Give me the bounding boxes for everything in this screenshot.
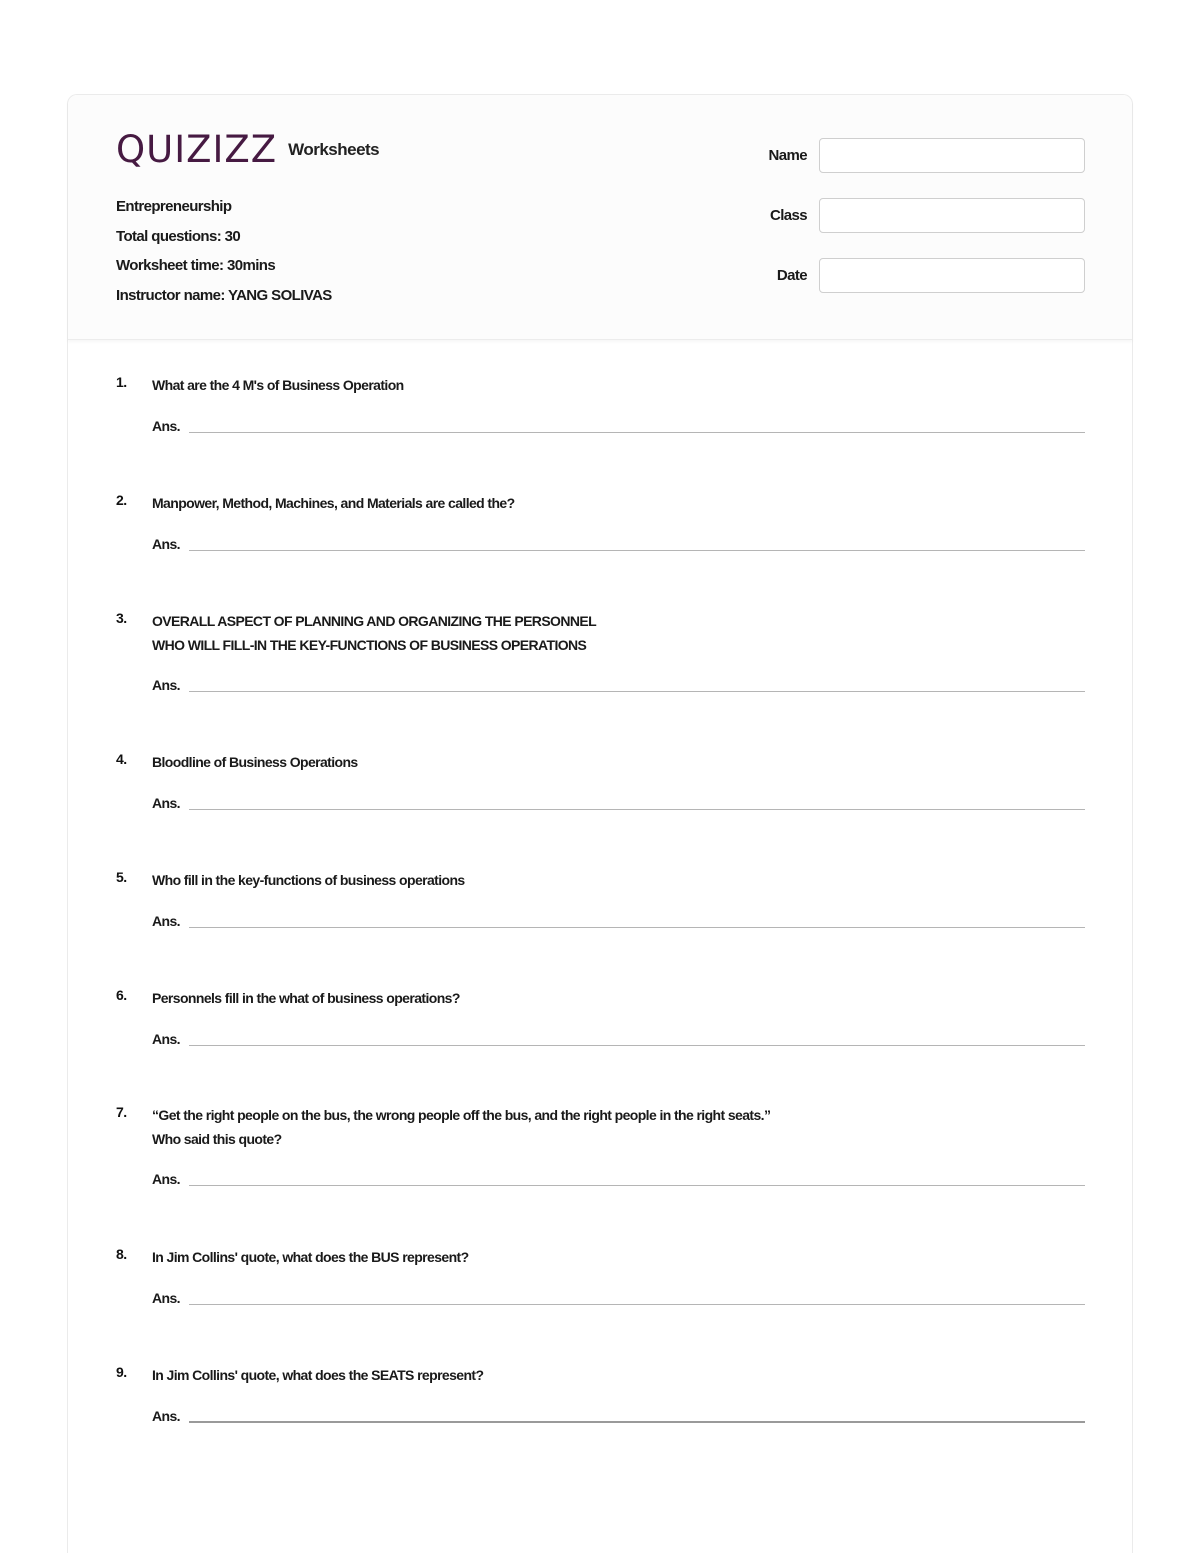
date-field[interactable] [819, 258, 1085, 293]
answer-line[interactable] [189, 809, 1085, 810]
question-text [152, 1246, 469, 1270]
question-number: 3. [116, 610, 127, 626]
answer-row [152, 1290, 1085, 1306]
answer-label: Ans. [152, 913, 180, 929]
brand [116, 128, 380, 171]
answer-line[interactable] [189, 691, 1085, 692]
worksheet-time: Worksheet time: 30mins [116, 257, 276, 274]
name-field[interactable] [819, 138, 1085, 173]
question-line: In Jim Collins' quote, what does the BUS represent? [152, 1249, 469, 1265]
answer-line[interactable] [189, 1421, 1085, 1423]
worksheet-header [68, 95, 1132, 340]
answer-row [152, 677, 1085, 693]
answer-line[interactable] [189, 1045, 1085, 1046]
brand-subtitle: Worksheets [288, 139, 380, 159]
question-line: In Jim Collins' quote, what does the SEATS represent? [152, 1367, 484, 1383]
question-line: WHO WILL FILL-IN THE KEY-FUNCTIONS OF BUSINESS OPERATIONS [152, 636, 587, 653]
question-text [152, 492, 515, 516]
date-label: Date [776, 267, 807, 284]
answer-label: Ans. [152, 1290, 180, 1306]
question-text [152, 610, 596, 657]
question-text [152, 751, 358, 775]
answer-label: Ans. [152, 677, 180, 693]
worksheet-page [67, 94, 1133, 1553]
question-number: 2. [116, 492, 127, 508]
question-number: 6. [116, 987, 127, 1003]
answer-label: Ans. [152, 1171, 180, 1187]
instructor-name: Instructor name: YANG SOLIVAS [116, 286, 332, 304]
answer-line[interactable] [189, 550, 1085, 551]
answer-row [152, 418, 1085, 434]
answer-label: Ans. [152, 536, 180, 552]
question-text [152, 987, 460, 1011]
question-line: Who said this quote? [152, 1130, 282, 1147]
class-label: Class [769, 207, 807, 224]
answer-row [152, 795, 1085, 811]
answer-row [152, 1408, 1085, 1424]
answer-row [152, 1171, 1085, 1187]
quizizz-logo: QUIZIZZ [116, 128, 278, 171]
total-questions: Total questions: 30 [116, 227, 241, 245]
name-row [769, 138, 1085, 173]
answer-row [152, 1031, 1085, 1047]
answer-line[interactable] [189, 1304, 1085, 1305]
name-label: Name [768, 147, 807, 164]
question-text [152, 1364, 483, 1388]
question-line: Personnels fill in the what of business operations? [152, 990, 460, 1006]
answer-row [152, 913, 1085, 929]
question-number: 8. [116, 1246, 127, 1262]
question-text [152, 374, 404, 398]
question-line: What are the 4 M's of Business Operation [152, 377, 404, 393]
question-number: 5. [116, 869, 127, 885]
class-field[interactable] [819, 198, 1085, 233]
question-text [152, 1104, 770, 1151]
answer-label: Ans. [152, 1031, 180, 1047]
question-line: Manpower, Method, Machines, and Materials are called the? [152, 495, 515, 511]
question-number: 1. [116, 374, 127, 390]
worksheet-meta [116, 192, 332, 310]
answer-line[interactable] [189, 1185, 1085, 1186]
question-line: OVERALL ASPECT OF PLANNING AND ORGANIZING THE PERSONNEL [152, 613, 597, 629]
class-row [769, 198, 1085, 233]
answer-row [152, 536, 1085, 552]
question-number: 4. [116, 751, 127, 767]
question-line: Who fill in the key-functions of business operations [152, 872, 465, 888]
question-number: 9. [116, 1364, 127, 1380]
answer-line[interactable] [189, 927, 1085, 928]
question-number: 7. [116, 1104, 127, 1120]
answer-label: Ans. [152, 418, 180, 434]
answer-label: Ans. [152, 1408, 180, 1424]
question-line: “Get the right people on the bus, the wrong people off the bus, and the right people in the right seats.” [152, 1107, 771, 1123]
question-line: Bloodline of Business Operations [152, 754, 358, 770]
answer-line[interactable] [189, 432, 1085, 433]
answer-label: Ans. [152, 795, 180, 811]
course-title: Entrepreneurship [116, 198, 232, 215]
question-text [152, 869, 465, 893]
date-row [769, 258, 1085, 293]
student-fields [769, 138, 1085, 318]
